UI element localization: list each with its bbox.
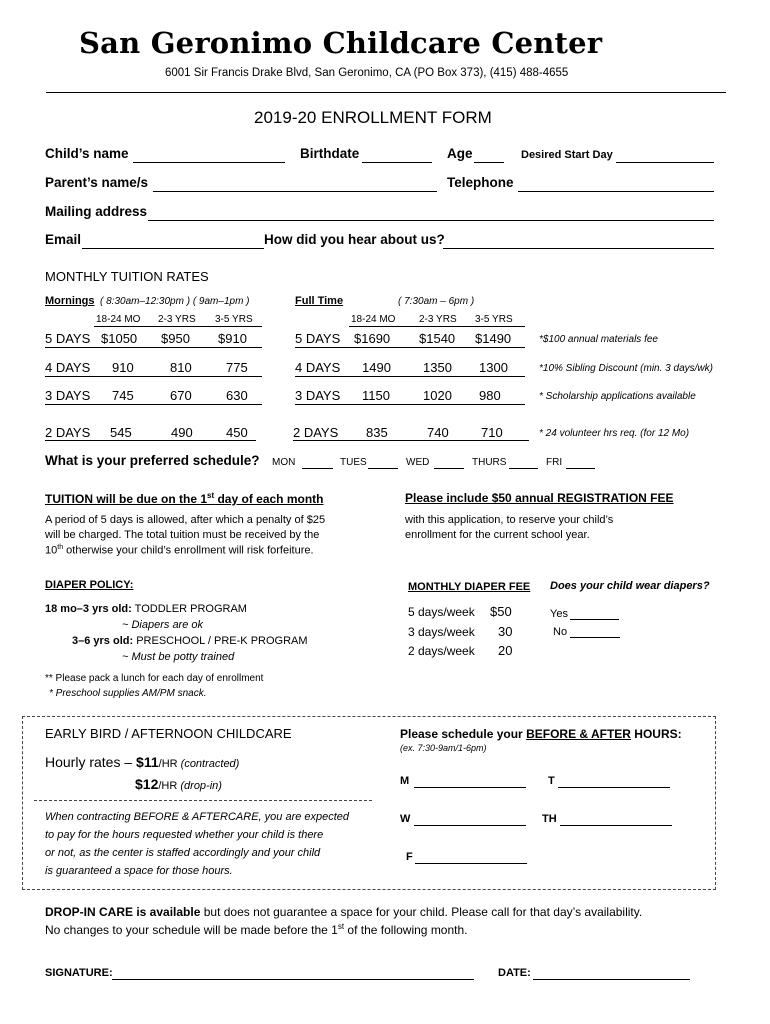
early-bird-heading: EARLY BIRD / AFTERNOON CHILDCARE — [45, 726, 292, 741]
row-4-days-label: 4 DAYS — [45, 360, 91, 375]
diaper-fee-5-amount: $50 — [490, 604, 512, 619]
lunch-note: ** Please pack a lunch for each day of enrollment — [45, 673, 264, 684]
row-4-f2: 1350 — [423, 360, 452, 375]
row-2-full-line — [293, 440, 529, 441]
early-bird-box — [22, 716, 716, 890]
row-2-m1: 545 — [110, 425, 132, 440]
tuition-due-line-3: 10th otherwise your child’s enrollment will risk forfeiture. — [45, 544, 314, 557]
row-2-f3: 710 — [481, 425, 503, 440]
diaper-fee-3-label: 3 days/week — [408, 625, 475, 639]
email-label: Email — [45, 232, 82, 247]
diaper-fee-3-amount: 30 — [498, 624, 513, 639]
registration-line-2: enrollment for the current school year. — [405, 529, 590, 541]
toddler-note: ~ Diapers are ok — [122, 619, 204, 631]
tuition-due-line-1: A period of 5 days is allowed, after which a penalty of $25 — [45, 514, 326, 526]
hear-label: How did you hear about us? — [264, 232, 445, 247]
col-header-morning-1: 18-24 MO — [96, 314, 141, 325]
fulltime-hours: ( 7:30am – 6pm ) — [398, 296, 475, 307]
row-3-m1: 745 — [112, 388, 134, 403]
signature-field[interactable] — [112, 979, 474, 980]
schedule-thurs-field[interactable] — [509, 468, 538, 469]
row-2-morning-line — [45, 440, 256, 441]
schedule-wed-label: WED — [406, 457, 430, 468]
col-header-full-1: 18-24 MO — [351, 314, 396, 325]
registration-heading: Please include $50 annual REGISTRATION FEE — [405, 491, 674, 505]
tuition-due-line-2: will be charged. The total tuition must be received by the — [45, 529, 320, 541]
row-4-full-line — [295, 376, 525, 377]
contract-text-4: is guaranteed a space for those hours. — [45, 865, 233, 877]
contract-text-1: When contracting BEFORE & AFTERCARE, you are expected — [45, 811, 350, 823]
preschool-note: ~ Must be potty trained — [122, 651, 235, 663]
telephone-field[interactable] — [518, 191, 714, 192]
schedule-tues-field[interactable] — [368, 468, 398, 469]
row-3-days-label: 3 DAYS — [45, 388, 91, 403]
row-3-m2: 670 — [170, 388, 192, 403]
schedule-question: What is your preferred schedule? — [45, 453, 260, 468]
row-5-days-label: 5 DAYS — [45, 331, 91, 346]
mailing-label: Mailing address — [45, 204, 148, 219]
diaper-fee-2-label: 2 days/week — [408, 644, 475, 658]
row-5-m1: $1050 — [101, 331, 138, 346]
early-bird-divider — [34, 800, 372, 802]
hours-t-field[interactable] — [558, 787, 670, 788]
schedule-fri-label: FRI — [546, 457, 563, 468]
hours-th-label: TH — [542, 813, 557, 825]
contract-text-2: to pay for the hours requested whether your child is there — [45, 829, 324, 841]
hours-th-field[interactable] — [560, 825, 672, 826]
date-field[interactable] — [533, 979, 690, 980]
tuition-heading: MONTHLY TUITION RATES — [45, 269, 209, 284]
hours-w-field[interactable] — [414, 825, 526, 826]
center-title: San Geronimo Childcare Center — [79, 26, 603, 60]
contract-text-3: or not, as the center is staffed accordingly and your child — [45, 847, 321, 859]
row-2-m3: 450 — [226, 425, 248, 440]
row-4-f3: 1300 — [479, 360, 508, 375]
tuition-due-heading: TUITION will be due on the 1st day of each month — [45, 491, 324, 506]
row-5-full-days-label: 5 DAYS — [295, 331, 341, 346]
row-3-full-days-label: 3 DAYS — [295, 388, 341, 403]
row-4-f1: 1490 — [362, 360, 391, 375]
diaper-fee-5-label: 5 days/week — [408, 605, 475, 619]
row-2-f1: 835 — [366, 425, 388, 440]
hours-f-label: F — [406, 851, 413, 863]
child-name-field[interactable] — [133, 162, 285, 163]
row-5-full-line — [295, 347, 525, 348]
note-sibling: *10% Sibling Discount (min. 3 days/wk) — [539, 363, 713, 374]
diaper-question: Does your child wear diapers? — [550, 580, 710, 592]
row-5-f2: $1540 — [419, 331, 456, 346]
schedule-tues-label: TUES — [340, 457, 367, 468]
note-scholarship: * Scholarship applications available — [539, 391, 696, 402]
schedule-wed-field[interactable] — [434, 468, 464, 469]
row-4-m3: 775 — [226, 360, 248, 375]
fulltime-label: Full Time — [295, 295, 344, 307]
row-2-m2: 490 — [171, 425, 193, 440]
diaper-no-label: No — [553, 626, 568, 638]
center-address: 6001 Sir Francis Drake Blvd, San Geronimo, CA (PO Box 373), (415) 488-4655 — [165, 67, 569, 79]
diaper-yes-field[interactable] — [570, 619, 619, 620]
row-2-days-label: 2 DAYS — [45, 425, 91, 440]
col-header-full-underline — [349, 326, 525, 327]
parent-name-field[interactable] — [153, 191, 437, 192]
row-3-full-line — [295, 404, 525, 405]
row-5-m2: $950 — [161, 331, 190, 346]
row-3-f2: 1020 — [423, 388, 452, 403]
hours-w-label: W — [400, 813, 411, 825]
registration-line-1: with this application, to reserve your child’s — [405, 514, 614, 526]
mornings-hours: ( 8:30am–12:30pm ) ( 9am–1pm ) — [100, 296, 250, 307]
hours-m-label: M — [400, 775, 410, 787]
signature-label: SIGNATURE: — [45, 967, 113, 979]
mornings-label: Mornings — [45, 295, 95, 307]
row-5-m3: $910 — [218, 331, 247, 346]
schedule-fri-field[interactable] — [566, 468, 595, 469]
email-field[interactable] — [82, 248, 264, 249]
toddler-program: 18 mo–3 yrs old: TODDLER PROGRAM — [45, 603, 247, 615]
diaper-policy-heading: DIAPER POLICY: — [45, 579, 134, 591]
schedule-change-text: No changes to your schedule will be made before the 1st of the following month. — [45, 922, 468, 937]
col-header-morning-underline — [94, 326, 262, 327]
schedule-mon-label: MON — [272, 457, 296, 468]
row-4-m2: 810 — [170, 360, 192, 375]
schedule-thurs-label: THURS — [472, 457, 507, 468]
row-3-f1: 1150 — [362, 388, 390, 403]
telephone-label: Telephone — [447, 175, 514, 190]
birthdate-field[interactable] — [362, 162, 432, 163]
note-volunteer: * 24 volunteer hrs req. (for 12 Mo) — [539, 428, 690, 439]
hours-t-label: T — [548, 775, 555, 787]
row-4-full-days-label: 4 DAYS — [295, 360, 341, 375]
date-label: DATE: — [498, 967, 531, 979]
row-2-f2: 740 — [427, 425, 449, 440]
row-3-morning-line — [45, 404, 262, 405]
diaper-no-field[interactable] — [570, 637, 620, 638]
age-label: Age — [447, 146, 473, 161]
child-name-label: Child’s name — [45, 146, 129, 161]
drop-in-text: DROP-IN CARE is available but does not guarantee a space for your child. Please call for that day’s availability. — [45, 905, 643, 919]
schedule-mon-field[interactable] — [302, 468, 333, 469]
row-2-full-days-label: 2 DAYS — [293, 425, 339, 440]
row-4-m1: 910 — [112, 360, 134, 375]
row-5-f3: $1490 — [475, 331, 512, 346]
row-4-morning-line — [45, 376, 262, 377]
schedule-hours-example: (ex. 7:30-9am/1-6pm) — [400, 743, 487, 753]
col-header-full-2: 2-3 YRS — [419, 314, 457, 325]
note-materials: *$100 annual materials fee — [539, 334, 658, 345]
birthdate-label: Birthdate — [300, 146, 360, 161]
diaper-fee-2-amount: 20 — [498, 643, 513, 658]
diaper-fee-heading: MONTHLY DIAPER FEE — [408, 581, 531, 593]
row-5-f1: $1690 — [354, 331, 391, 346]
row-3-f3: 980 — [479, 388, 501, 403]
hours-m-field[interactable] — [414, 787, 526, 788]
hourly-rate-dropin: $12/HR (drop-in) — [135, 776, 222, 792]
header-divider — [46, 92, 726, 93]
supplies-note: * Preschool supplies AM/PM snack. — [49, 688, 207, 699]
hours-f-field[interactable] — [415, 863, 527, 864]
hear-field[interactable] — [443, 248, 714, 249]
row-5-morning-line — [45, 347, 262, 348]
form-title: 2019-20 ENROLLMENT FORM — [254, 108, 492, 127]
diaper-yes-label: Yes — [550, 608, 568, 620]
col-header-morning-3: 3-5 YRS — [215, 314, 253, 325]
row-3-m3: 630 — [226, 388, 248, 403]
mailing-field[interactable] — [148, 220, 714, 221]
schedule-hours-heading: Please schedule your BEFORE & AFTER HOURS: — [400, 727, 682, 741]
col-header-full-3: 3-5 YRS — [475, 314, 513, 325]
col-header-morning-2: 2-3 YRS — [158, 314, 196, 325]
age-field[interactable] — [474, 162, 504, 163]
start-day-label: Desired Start Day — [521, 149, 613, 161]
start-day-field[interactable] — [616, 162, 714, 163]
preschool-program: 3–6 yrs old: PRESCHOOL / PRE-K PROGRAM — [72, 635, 308, 647]
parent-name-label: Parent’s name/s — [45, 175, 149, 190]
hourly-rate-contracted: Hourly rates – $11/HR (contracted) — [45, 754, 240, 770]
